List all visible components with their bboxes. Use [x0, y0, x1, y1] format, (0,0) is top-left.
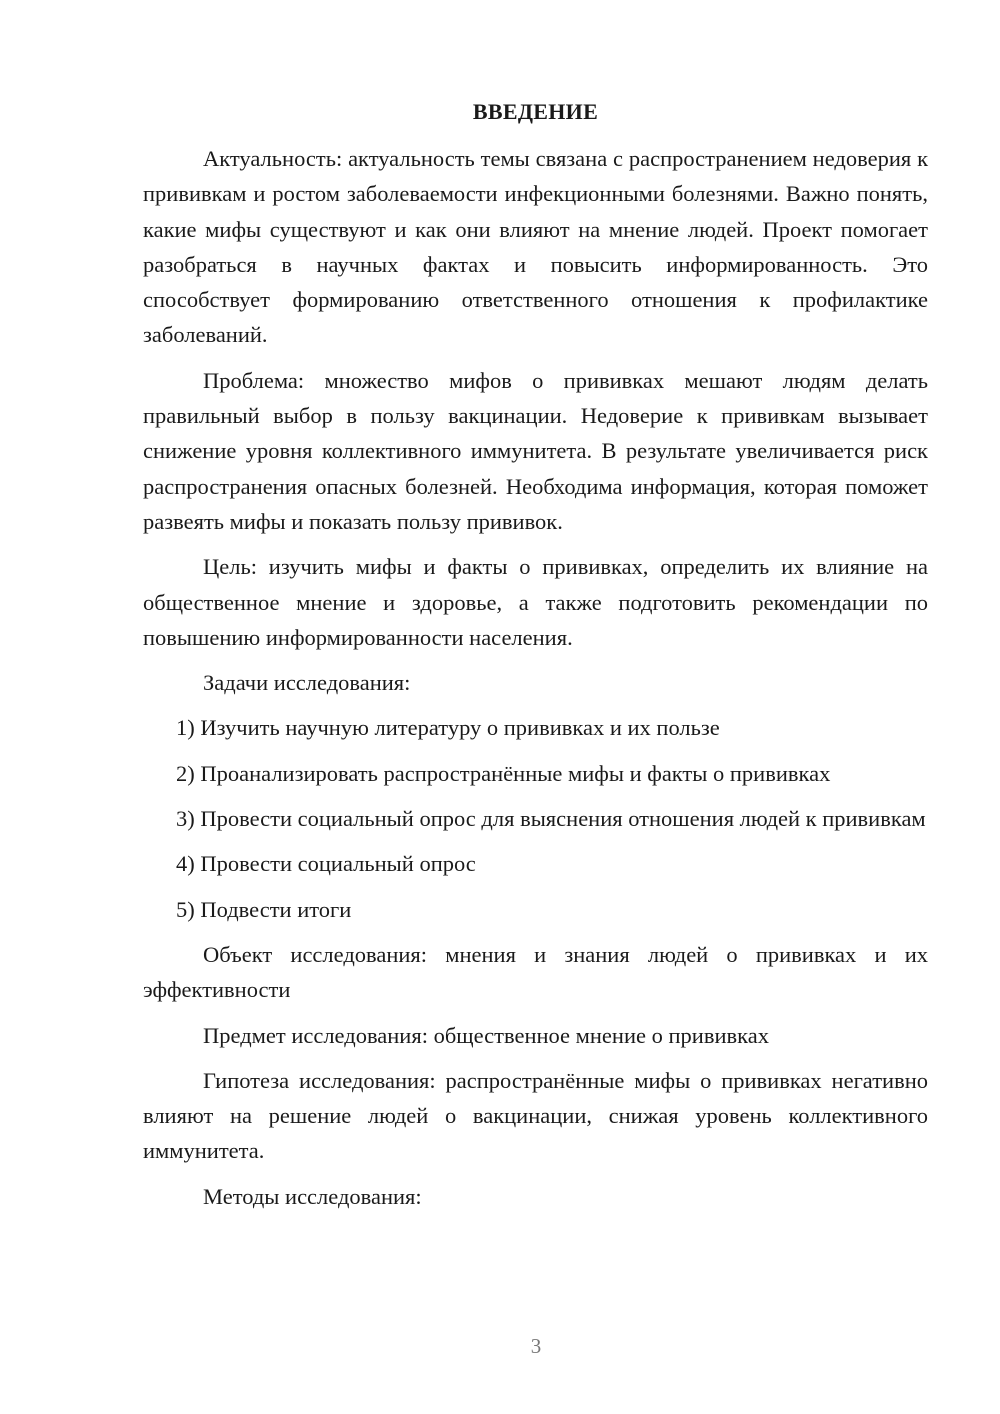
section-heading: ВВЕДЕНИЕ — [472, 99, 599, 124]
paragraph-relevance: Актуальность: актуальность темы связана с распространением недоверия к прививкам и ростом заболеваемости инфекционными болезнями. Важно понять, какие мифы существуют и как они влияют на мнение людей. Проект помогает разобраться в научных фактах и повысить информированность. Это способствует формированию ответственного отношения к профилактике заболеваний. — [143, 146, 928, 348]
task-item-1: 1) Изучить научную литературу о прививках и их пользе — [176, 715, 720, 741]
task-item-5: 5) Подвести итоги — [176, 896, 352, 922]
paragraph-object: Объект исследования: мнения и знания людей о прививках и их эффективности — [143, 941, 928, 1003]
task-item-4: 4) Провести социальный опрос — [176, 851, 476, 877]
task-item-2: 2) Проанализировать распространённые мифы и факты о прививках — [176, 760, 831, 786]
page-number: 3 — [530, 1334, 542, 1358]
paragraph-subject: Предмет исследования: общественное мнение о прививках — [203, 1022, 769, 1048]
paragraph-hypothesis: Гипотеза исследования: распространённые мифы о прививках негативно влияют на решение людей о вакцинации, снижая уровень коллективного иммунитета. — [143, 1067, 928, 1164]
task-item-3: 3) Провести социальный опрос для выяснения отношения людей к прививкам — [176, 806, 926, 832]
tasks-title: Задачи исследования: — [203, 670, 411, 696]
paragraph-problem: Проблема: множество мифов о прививках мешают людям делать правильный выбор в пользу вакцинации. Недоверие к прививкам вызывает снижение уровня коллективного иммунитета. В результате увеличивается риск распространения опасных болезней. Необходима информация, которая поможет развеять мифы и показать пользу прививок. — [143, 367, 928, 534]
paragraph-goal: Цель: изучить мифы и факты о прививках, определить их влияние на общественное мнение и здоровье, а также подготовить рекомендации по повышению информированности населения. — [143, 554, 928, 650]
document-page — [143, 95, 928, 1224]
methods-title: Методы исследования: — [203, 1183, 422, 1209]
